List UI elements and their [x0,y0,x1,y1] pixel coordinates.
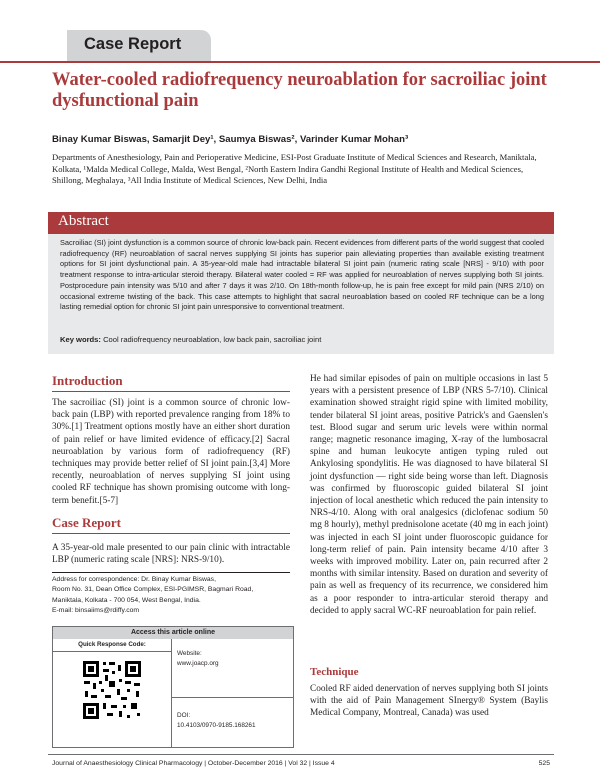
abstract-text: Sacroiliac (SI) joint dysfunction is a common source of chronic low-back pain. Recent evidences from different parts of the world suggest that cooled radiofrequency (RF) neuroablation of sacral nerves supplying SI joints has superior pain alleviating properties than available existing treatment options for SI joint dysfunctional pain. A 35-year-old male had intractable bilateral SI joint pain (numeric rating scale [NRS] - 9/10) with poor treatment response to intra-articular steroid therapy. Bilateral water cooled = RF was applied for neuroablation of nerves supplying both SI joints. Postprocedure pain intensity was 5/10 and after 7 days it was 2/10. On 18th-month follow-up, he is pain free except for mild pain (NRS 2/10) on occasional extreme twisting of the back. This case attempts to highlight that sacral neuroablation based on cooled RF technique can be a long lasting remedial option for chronic SI joint pain unresponsive to conventional treatment. [60,238,544,312]
technique-heading: Technique [310,666,359,678]
doi-value[interactable]: 10.4103/0970-9185.168261 [177,721,256,729]
access-divider [171,639,172,747]
website-link[interactable]: www.joacp.org [177,659,219,667]
technique-text: Cooled RF aided denervation of nerves supplying both SI joints with the aid of Pain Management SInergy® System (Baylis Medical Company, Montreal, Canada) was used [310,684,548,719]
keywords [60,335,544,344]
introduction-text: The sacroiliac (SI) joint is a common source of chronic low-back pain (LBP) with reported prevalence ranging from 18% to 30%.[1] Treatment options mostly have an either short duration of pain relief or have limited evidence of efficacy.[2] Sacral neuroablation by various form of radiofrequency (RF) techniques may provide better relief of SI joint pain.[3,4] More recently, neuroablation of nerves supplying SI joint using cooled RF technique has shown promising outcome with long-term benefit.[5-7] [52,398,290,506]
website-rule [172,697,293,698]
page-number: 525 [538,760,550,767]
case-history-text: He had similar episodes of pain on multiple occasions in last 5 years with a persistent presence of LBP (NRS 5-7/10). Clinical examination showed straight rigid spine with limited mobility, tender bilateral SI joint areas, positive Patrick's and Gaenslen's test. Blood sugar and serum uric levels were within normal range; magnetic resonance imaging, X-ray of the lumbosacral spine and human leukocyte antigen typing ruled out Ankylosing spondylitis. He was diagnosed to have bilateral SI joint dysfunction — right side being worse than left. Diagnosis was confirmed by fluoroscopic guided bilateral SI joint injection of local anesthetic which reduced the pain intensity to NRS-4/10. Along with oral analgesics (diclofenac sodium 50 mg 8 hourly), methyl prednisolone acetate (40 mg in each joint) was injected in each SI joint under fluoroscopic guidance for long-term relief of pain. Pain intensity became 4/10 after 3 weeks with improved mobility. Later on, pain recurred after 2 months with similar intensity. Based on duration and severity of pain as well as frequency of its recurrence, we considered him as a poor responder to intra-articular steroid therapy and decided to apply sacral WC-RF neuroablation for pain relief. [310,374,548,616]
journal-footer: Journal of Anaesthesiology Clinical Pharmacology | October-December 2016 | Vol 32 | Issue 4 [52,760,335,767]
introduction-rule [52,391,290,392]
section-tab-label: Case Report [84,35,182,53]
access-online-box [52,626,294,748]
affiliations: Departments of Anesthesiology, Pain and Perioperative Medicine, ESI-Post Graduate Institute of Medical Sciences and Research, Maniktala, Kolkata, ¹Malda Medical College, Malda, West Bengal, ²North Eastern Indira Gandhi Regional Institute of Health and Medical Sciences, Shillong, Meghalaya, ³All India Institute of Medical Sciences, New Delhi, India [52,152,537,185]
abstract-heading-bar [48,212,554,234]
qr-label: Quick Response Code: [53,639,171,652]
correspondence-email[interactable]: E-mail: binsaiims@rdiffy.com [52,606,140,614]
website-label: Website: [177,650,202,657]
footer-rule [48,754,554,755]
abstract-heading: Abstract [58,213,109,229]
correspondence-name: Dr. Binay Kumar Biswas, [141,576,216,583]
correspondence-address2: Maniktala, Kolkata - 700 054, West Bengal, India. [52,596,201,604]
article-title: Water-cooled radiofrequency neuroablation for sacroiliac joint dysfunctional pain [52,70,547,111]
case-report-text: A 35-year-old male presented to our pain clinic with intractable LBP (numeric rating scale [NRS]: NRS-9/10). [52,543,290,566]
correspondence-rule [52,572,290,573]
author-list: Binay Kumar Biswas, Samarjit Dey¹, Saumya Biswas², Varinder Kumar Mohan³ [52,134,409,145]
introduction-heading: Introduction [52,373,123,388]
access-heading: Access this article online [53,627,293,639]
header-rule [0,61,600,63]
correspondence [52,575,290,616]
qr-code-icon[interactable] [81,659,143,721]
case-report-rule [52,533,290,534]
doi-block [177,711,256,730]
correspondence-address1: Room No. 31, Dean Office Complex, ESI-PGIMSR, Bagmari Road, [52,586,254,594]
case-report-heading: Case Report [52,515,121,530]
keywords-text: Cool radiofrequency neuroablation, low back pain, sacroiliac joint [103,335,322,344]
section-tab [67,30,211,61]
keywords-label: Key words: [60,335,101,344]
correspondence-label: Address for correspondence: [52,576,140,583]
doi-label: DOI: [177,712,191,719]
website-block [177,649,219,668]
